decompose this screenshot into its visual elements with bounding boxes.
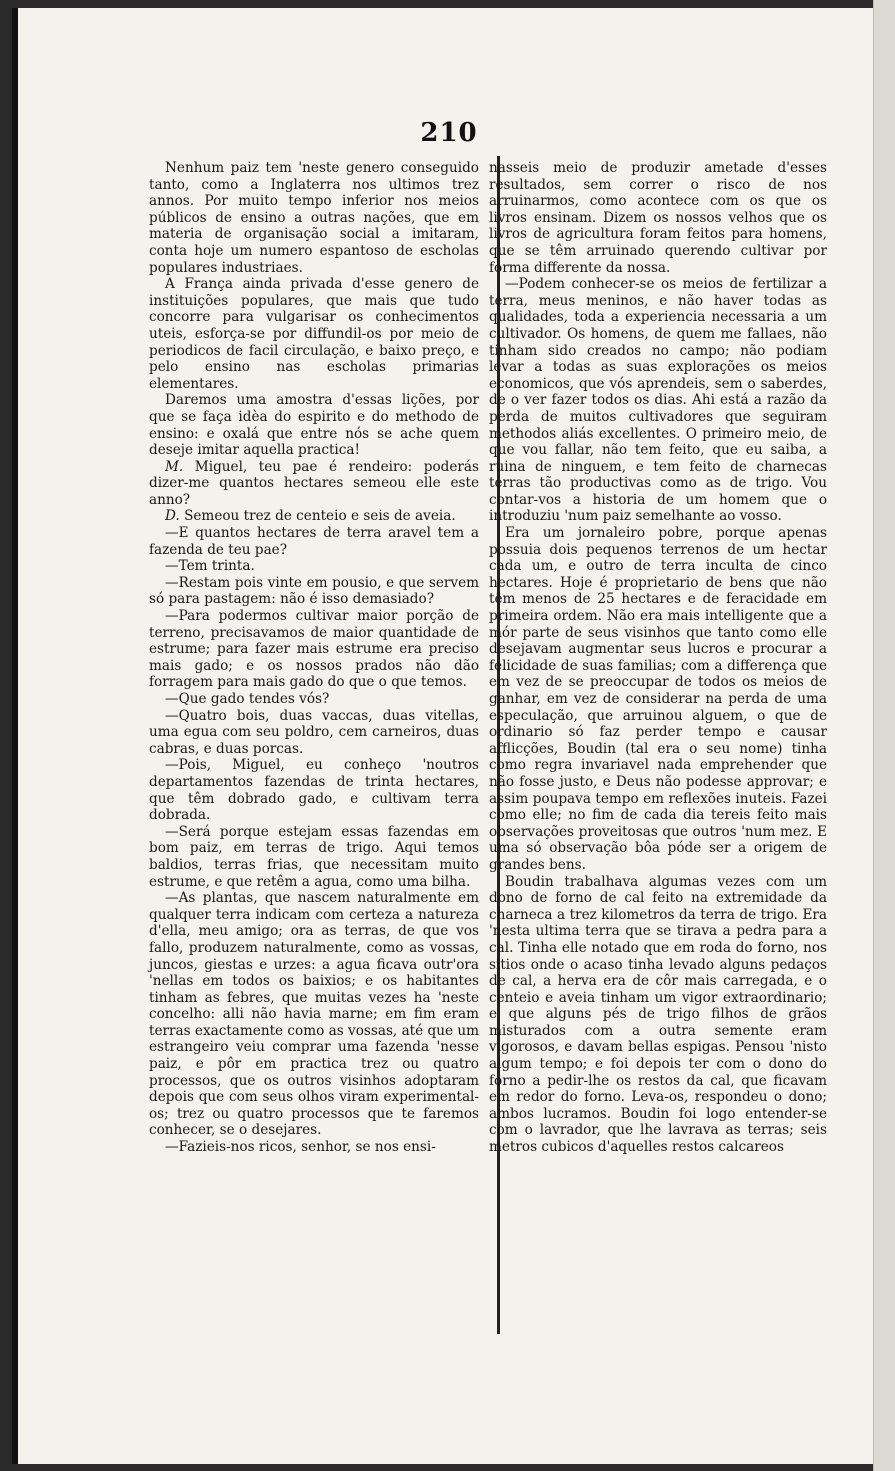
paragraph-text: —As plantas, que nascem naturalmente em qualquer terra indicam com certeza a natureza d'ella, meu amigo; ora as terras, de que vos fallo, produzem naturalmente, como as vossas, juncos, giestas e urzes: a agua ficava outr'ora 'nellas em todos os baixios; e os habitantes tinham as febres, que muitas vezes ha 'neste concelho: alli não havia marne; em fim eram terras exactamente como as vossas, até que um estrangeiro veiu comprar uma fazenda 'nesse paiz, e pôr em practica trez ou quatro processos, que os outros visinhos adoptaram depois que com seus olhos viram experimental-os; trez ou quatro processos que te faremos conhecer, se o desejares. bbox=[149, 890, 479, 1139]
paragraph-text: Era um jornaleiro pobre, porque apenas possuia dois pequenos terrenos de um hectar cada um, e outro de terra inculta de cinco hectares. Hoje é proprietario de bens que não têm menos de 25 hectares e de feracidade em primeira ordem. Não era mais intelligente que a mór parte de seus visinhos que tanto como elle desejavam augmentar seus lucros e procurar a felicidade de suas familias; com a differença que em vez de se preoccupar de todos os meios de ganhar, em vez de considerar na perda de uma especulação, que arruinou alguem, o que de ordinario só faz perder tempo e causar afflicções, Boudin (tal era o seu nome) tinha como regra invariavel nada emprehender que não fosse justo, e Deus não podesse approvar; e assim poupava tempo em reflexões inuteis. Fazei como elle; no fim de cada dia tereis feito mais observações proveitosas que outros 'num mez. E uma só observação bôa póde ser a origem de grandes bens. bbox=[489, 525, 827, 873]
paragraph bbox=[149, 276, 479, 392]
paragraph-text: —Pois, Miguel, eu conheço 'noutros departamentos fazendas de trinta hectares, que têm dobrado gado, e cultivam terra dobrada. bbox=[149, 757, 479, 824]
paragraph bbox=[149, 558, 479, 575]
paragraph bbox=[489, 874, 827, 1156]
paragraph-text: Miguel, teu pae é rendeiro: poderás dizer-me quantos hectares semeou elle este anno? bbox=[149, 458, 479, 508]
paragraph-text: A França ainda privada d'esse genero de instituições populares, que mais que tudo concorre para vulgarisar os conhecimentos uteis, esforça-se por diffundil-os por meio de periodicos de facil circulação, e baixo preço, e pelo ensino nas escholas primarias elementares. bbox=[149, 276, 479, 392]
paragraph bbox=[149, 608, 479, 691]
page-edge bbox=[873, 0, 895, 1471]
paragraph-text: —Fazieis-nos ricos, senhor, se nos ensi- bbox=[165, 1139, 436, 1156]
paragraph-text: —Restam pois vinte em pousio, e que servem só para pastagem: não é isso demasiado? bbox=[149, 574, 479, 608]
paragraph bbox=[149, 757, 479, 823]
paragraph-text: —Tem trinta. bbox=[165, 558, 255, 575]
paragraph-text: —Que gado tendes vós? bbox=[165, 691, 330, 707]
paragraph bbox=[149, 824, 479, 890]
paragraph bbox=[149, 508, 479, 525]
paragraph bbox=[149, 691, 479, 708]
paragraph-text: Daremos uma amostra d'essas lições, por que se faça idèa do espirito e do methodo de ensino: e oxalá que entre nós se ache quem deseje imitar aquella practica! bbox=[149, 392, 479, 459]
speaker-label: D. bbox=[165, 508, 180, 525]
page-number: 210 bbox=[420, 118, 478, 148]
paragraph-text: —Para podermos cultivar maior porção de terreno, precisavamos de maior quantidade de estrume; para fazer mais estrume era preciso mais gado; e os nossos prados não dão forragem para mais gado do que o que temos. bbox=[149, 608, 479, 691]
right-column bbox=[489, 160, 827, 1156]
paragraph bbox=[149, 575, 479, 608]
paragraph-text: Nenhum paiz tem 'neste genero conseguido tanto, como a Inglaterra nos ultimos trez annos. Por muito tempo inferior nos meios públicos de ensino a outras nações, que em materia de organisação social a imitaram, conta hoje um numero espantoso de escholas populares industriaes. bbox=[149, 160, 479, 276]
paragraph-text: —Quatro bois, duas vaccas, duas vitellas, uma egua com seu poldro, cem carneiros, duas cabras, e duas porcas. bbox=[149, 707, 479, 757]
paragraph-text: Semeou trez de centeio e seis de aveia. bbox=[179, 508, 456, 525]
paragraph-text: Boudin trabalhava algumas vezes com um dono de forno de cal feito na extremidade da charneca a trez kilometros da terra de trigo. Era 'nesta ultima terra que se tirava a pedra para a cal. Tinha elle notado que em roda do forno, nos sitios onde o acaso tinha levado alguns pedaços de cal, a herva era de côr mais carregada, e o centeio e aveia tinham um vigor extraordinario; e que alguns pés de trigo filhos de grãos misturados com a outra semente eram vigorosos, e davam bellas espigas. Pensou 'nisto algum tempo; e foi depois ter com o dono do forno a pedir-lhe os restos da cal, que ficavam em redor do forno. Leva-os, respondeu o dono; ambos lucramos. Boudin foi logo entender-se com o lavrador, que lhe lavrava as terras; seis metros cubicos d'aquelles restos calcareos bbox=[489, 873, 827, 1156]
paragraph bbox=[489, 525, 827, 873]
paragraph-text: —E quantos hectares de terra aravel tem a fazenda de teu pae? bbox=[149, 525, 479, 558]
paragraph-text: nasseis meio de produzir ametade d'esses resultados, sem correr o risco de nos arruinarmos, como acontece com os que os livros ensinam. Dizem os nossos velhos que os livros de agricultura foram feitos para homens, que se têm arruinado querendo cultivar por fórma differente da nossa. bbox=[489, 160, 827, 276]
paragraph bbox=[149, 459, 479, 509]
left-column bbox=[149, 160, 479, 1156]
page bbox=[12, 8, 880, 1464]
paragraph bbox=[149, 890, 479, 1139]
paragraph bbox=[149, 708, 479, 758]
paragraph bbox=[149, 525, 479, 558]
paragraph bbox=[149, 160, 479, 276]
paragraph bbox=[489, 160, 827, 276]
paragraph-text: —Será porque estejam essas fazendas em bom paiz, em terras de trigo. Aqui temos baldios, terras frias, que necessitam muito estrume, e que retêm a agua, como uma bilha. bbox=[149, 823, 479, 890]
paragraph bbox=[489, 276, 827, 525]
speaker-label: M. bbox=[165, 458, 184, 475]
paragraph bbox=[149, 1139, 479, 1156]
paragraph-text: —Podem conhecer-se os meios de fertilizar a terra, meus meninos, e não haver todas as qualidades, toda a experiencia necessaria a um cultivador. Os homens, de quem me fallaes, não tinham sido creados no campo; não podiam levar a todas as suas explorações os meios economicos, que vós aprendeis, sem o saberdes, de o ver fazer todos os dias. Ahi está a razão da perda de muitos cultivadores que seguiram methodos aliás excellentes. O primeiro meio, de que vou fallar, não tem feito, que eu saiba, a ruina de ninguem, e tem feito de charnecas terras tão productivas como as de trigo. Vou contar-vos a historia de um homem que o introduziu 'num paiz semelhante ao vosso. bbox=[489, 276, 827, 525]
paragraph bbox=[149, 392, 479, 458]
